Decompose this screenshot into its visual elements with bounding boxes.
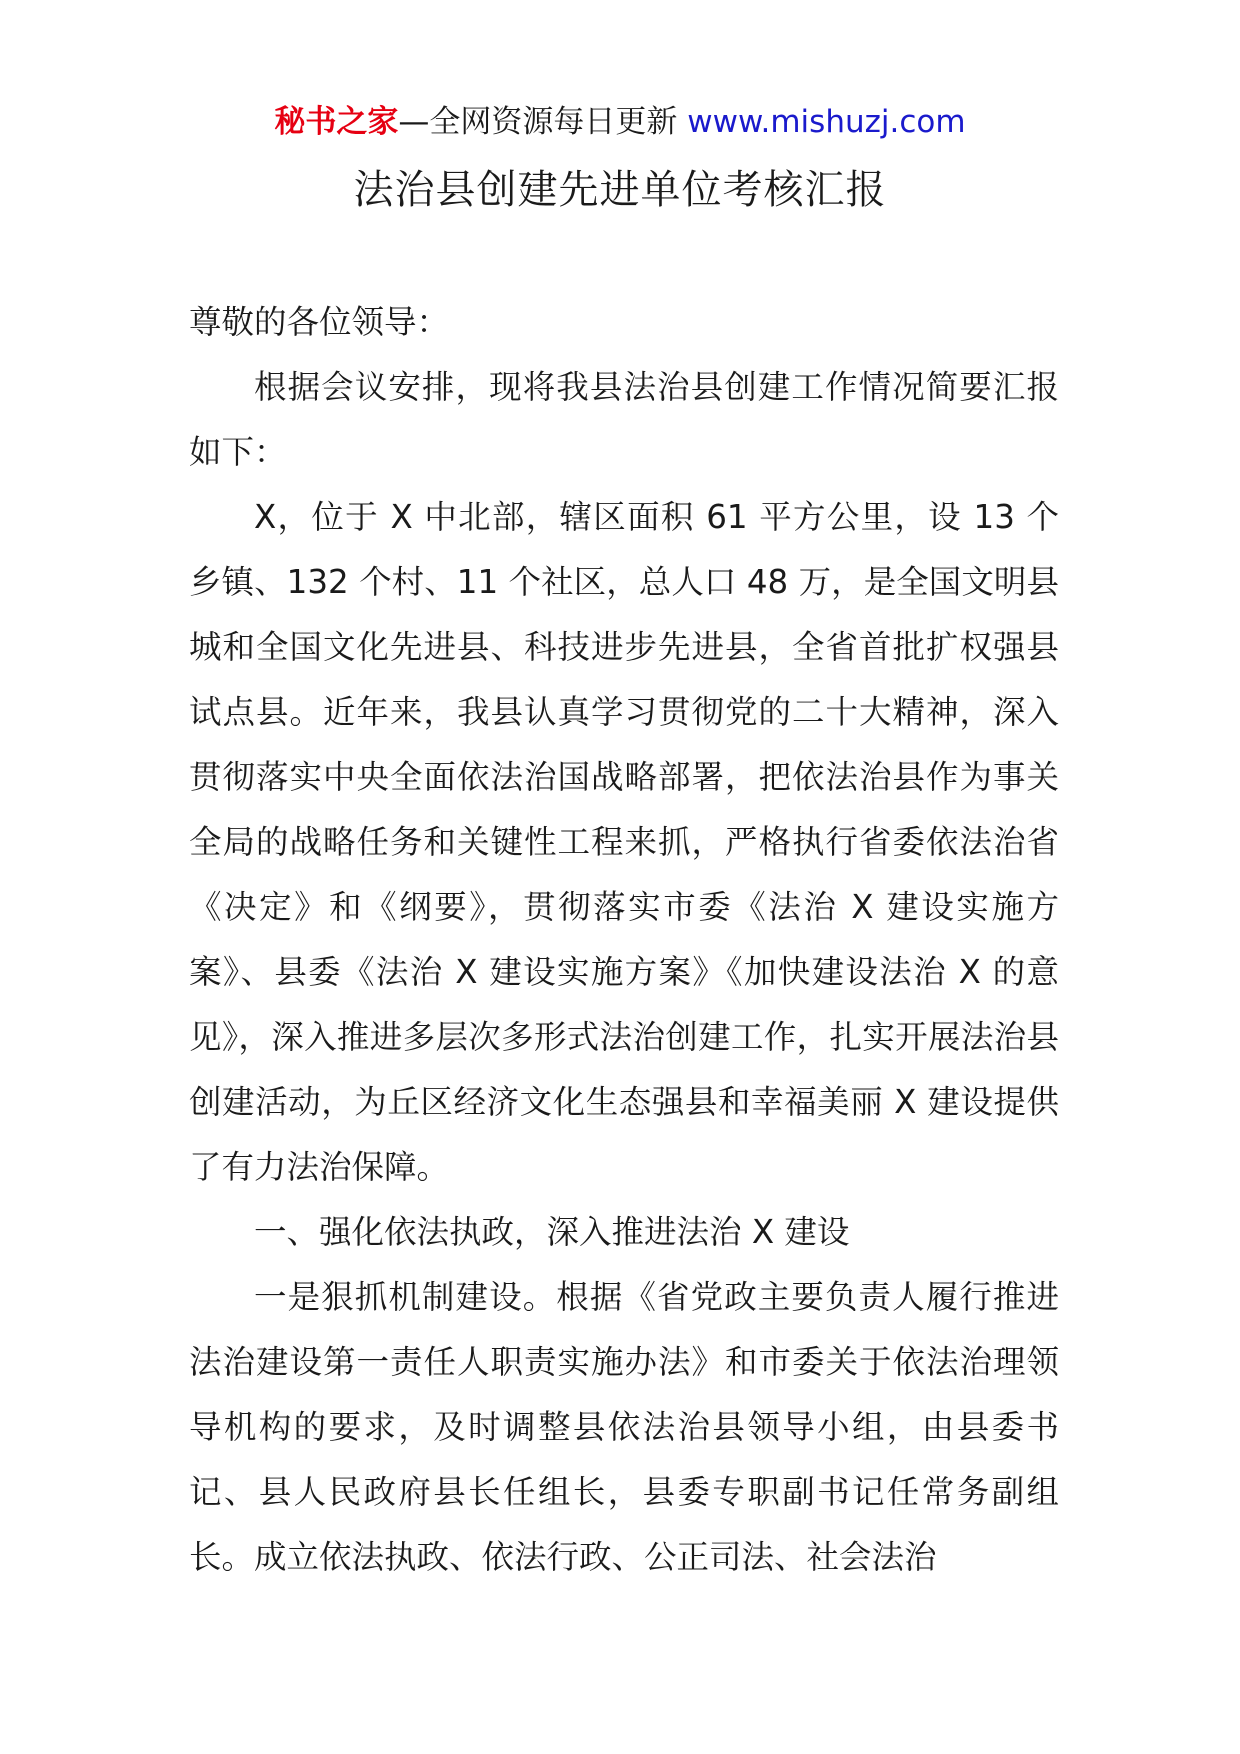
paragraph-overview: X，位于 X 中北部，辖区面积 61 平方公里，设 13 个乡镇、132 个村、11 个社区，总人口 48 万，是全国文明县城和全国文化先进县、科技进步先进县，全省首批扩权强县试点县。近年来，我县认真学习贯彻党的二十大精神，深入贯彻落实中央全面依法治国战略部署，把依法治县作为事关全局的战略任务和关键性工程来抓，严格执行省委依法治省《决定》和《纲要》，贯彻落实市委《法治 X 建设实施方案》、县委《法治 X 建设实施方案》《加快建设法治 X 的意见》，深入推进多层次多形式法治创建工作，扎实开展法治县创建活动，为丘区经济文化生态强县和幸福美丽 X 建设提供了有力法治保障。 xyxy=(189,498,1059,1186)
paragraph-section1-point1: 一是狠抓机制建设。根据《省党政主要负责人履行推进法治建设第一责任人职责实施办法》和市委关于依法治理领导机构的要求，及时调整县依法治县领导小组，由县委书记、县人民政府县长任组长，县委专职副书记任常务副组长。成立依法执政、依法行政、公正司法、社会法治 xyxy=(189,1278,1059,1576)
header-slogan: —全网资源每日更新 xyxy=(398,104,688,140)
document-title: 法治县创建先进单位考核汇报 xyxy=(353,167,887,213)
section-heading-1: 一、强化依法执政，深入推进法治 X 建设 xyxy=(254,1213,850,1251)
brand-name: 秘书之家 xyxy=(274,104,399,140)
paragraph-intro: 根据会议安排，现将我县法治县创建工作情况简要汇报如下： xyxy=(189,368,1059,471)
site-header xyxy=(0,100,1240,144)
salutation: 尊敬的各位领导： xyxy=(189,303,450,341)
document-body xyxy=(189,290,1059,1590)
site-url[interactable]: www.mishuzj.com xyxy=(687,104,966,140)
